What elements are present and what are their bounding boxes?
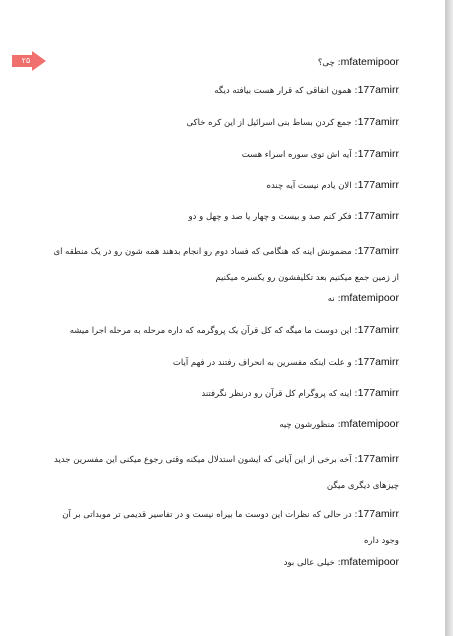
message-username: 177amirr [357, 148, 399, 160]
message-username: mfatemipoor [340, 56, 399, 68]
message-text: همون اتفاقی که قرار هست بیافته دیگه [214, 86, 352, 96]
message-username: 177amirr [357, 179, 399, 191]
message-username: mfatemipoor [340, 292, 399, 304]
chat-message: mfatemipoor: چی؟ [317, 56, 399, 68]
message-text: منظورشون چیه [279, 420, 335, 430]
message-username: 177amirr [357, 210, 399, 222]
message-text: و علت اینکه مفسرین به انحراف رفتند در فهم آیات [172, 358, 352, 368]
message-username: mfatemipoor [340, 418, 399, 430]
message-text: نه [327, 294, 335, 304]
chat-message: 177amirr: فکر کنم صد و بیست و چهار یا صد و چهل و دو [188, 210, 399, 222]
message-username: 177amirr [357, 508, 399, 520]
page-edge-shadow [445, 0, 453, 636]
message-username: 177amirr [357, 116, 399, 128]
page-number: ۲۵ [21, 56, 31, 65]
message-text: اینه که پروگرام کل قرآن رو درنظر نگرفتند [201, 389, 352, 399]
chat-message: 177amirr: این دوست ما میگه که کل قرآن یک پروگرمه که داره مرحله به مرحله اجرا میشه [69, 324, 399, 336]
message-text: مضمونش اینه که هنگامی که فساد دوم رو انجام بدهند همه شون رو در یک منطقه ای از زمین جمع میکنیم بعد تکلیفشون رو یکسره میکنیم [53, 247, 399, 283]
message-text: در حالی که نظرات این دوست ما بیراه نیست و در تفاسیر قدیمی تر موبداتی بر آن وجود داره [62, 510, 399, 546]
message-username: 177amirr [357, 84, 399, 96]
message-username: mfatemipoor [340, 556, 399, 568]
chat-message: 177amirr: جمع کردن بساط بنی اسرائیل از این کره خاکی [186, 116, 399, 128]
message-text: فکر کنم صد و بیست و چهار یا صد و چهل و دو [188, 212, 352, 222]
chat-message: mfatemipoor: نه [327, 292, 399, 304]
chat-message: 177amirr: آیه اش توی سوره اسراء هست [241, 148, 399, 160]
chat-message: mfatemipoor: منظورشون چیه [279, 418, 399, 430]
chat-message: 177amirr: در حالی که نظرات این دوست ما بیراه نیست و در تفاسیر قدیمی تر موبداتی بر آن وجود داره [62, 508, 399, 546]
message-text: این دوست ما میگه که کل قرآن یک پروگرمه که داره مرحله به مرحله اجرا میشه [69, 326, 352, 336]
chat-message: 177amirr: آخه برخی از این آیاتی که ایشون استدلال میکنه وقتی رجوع میکنی این مفسرین جدید چیزهای دیگری میگن [54, 453, 399, 491]
chat-message: 177amirr: مضمونش اینه که هنگامی که فساد دوم رو انجام بدهند همه شون رو در یک منطقه ای از زمین جمع میکنیم بعد تکلیفشون رو یکسره میکنیم [53, 245, 399, 283]
message-text: چی؟ [317, 58, 335, 68]
message-username: 177amirr [357, 324, 399, 336]
message-username: 177amirr [357, 387, 399, 399]
chat-message: mfatemipoor: خیلی عالی بود [283, 556, 399, 568]
message-text: آیه اش توی سوره اسراء هست [241, 150, 352, 160]
chat-message: 177amirr: همون اتفاقی که قرار هست بیافته دیگه [214, 84, 399, 96]
message-username: 177amirr [357, 356, 399, 368]
chat-message: 177amirr: اینه که پروگرام کل قرآن رو درنظر نگرفتند [201, 387, 399, 399]
message-username: 177amirr [357, 453, 399, 465]
message-username: 177amirr [357, 245, 399, 257]
message-text: آخه برخی از این آیاتی که ایشون استدلال میکنه وقتی رجوع میکنی این مفسرین جدید چیزهای دیگری میگن [54, 455, 399, 491]
chat-message: 177amirr: الان یادم نیست آیه چنده [266, 179, 399, 191]
message-text: الان یادم نیست آیه چنده [266, 181, 352, 191]
message-text: جمع کردن بساط بنی اسرائیل از این کره خاکی [186, 118, 352, 128]
message-text: خیلی عالی بود [283, 558, 335, 568]
chat-message: 177amirr: و علت اینکه مفسرین به انحراف رفتند در فهم آیات [172, 356, 399, 368]
